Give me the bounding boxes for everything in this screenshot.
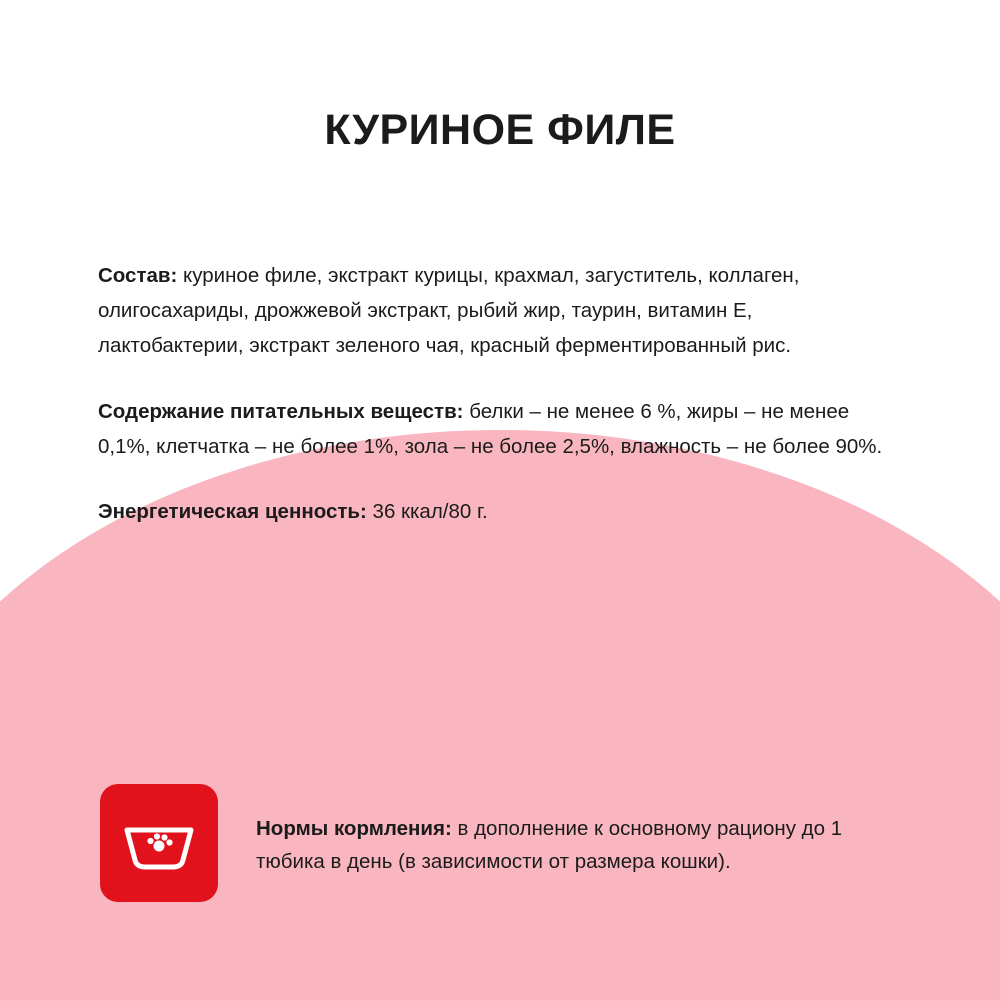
page-title: КУРИНОЕ ФИЛЕ <box>324 105 676 154</box>
info-block <box>98 183 902 530</box>
composition-text: куриное филе, экстракт курицы, крахмал, загуститель, коллаген, олигосахариды, дрожжевой экстракт, рыбий жир, таурин, витамин Е, лактобактерии, экстракт зеленого чая, красный ферментированный рис. <box>98 263 800 358</box>
energy-label: Энергетическая ценность: <box>98 500 367 524</box>
composition-label: Состав: <box>98 263 178 287</box>
feeding-paragraph <box>256 784 900 878</box>
energy-text: 36 ккал/80 г. <box>366 500 488 524</box>
energy-paragraph <box>98 494 898 529</box>
page-content <box>0 29 1000 873</box>
nutrients-label: Содержание питательных веществ: <box>98 399 464 423</box>
feeding-text: в дополнение к основному рациону до 1 тюбика в день (в зависимости от размера кошки). <box>256 816 843 873</box>
nutrients-text: белки – не менее 6 %, жиры – не менее 0,1%, клетчатка – не более 1%, зола – не более 2,5%, влажность – не более 90%. <box>98 399 883 458</box>
feeding-guidelines <box>100 784 900 902</box>
feeding-label: Нормы кормления: <box>256 816 452 840</box>
composition-paragraph <box>98 258 898 364</box>
nutrients-paragraph <box>98 394 898 465</box>
pet-bowl-icon <box>100 784 218 902</box>
